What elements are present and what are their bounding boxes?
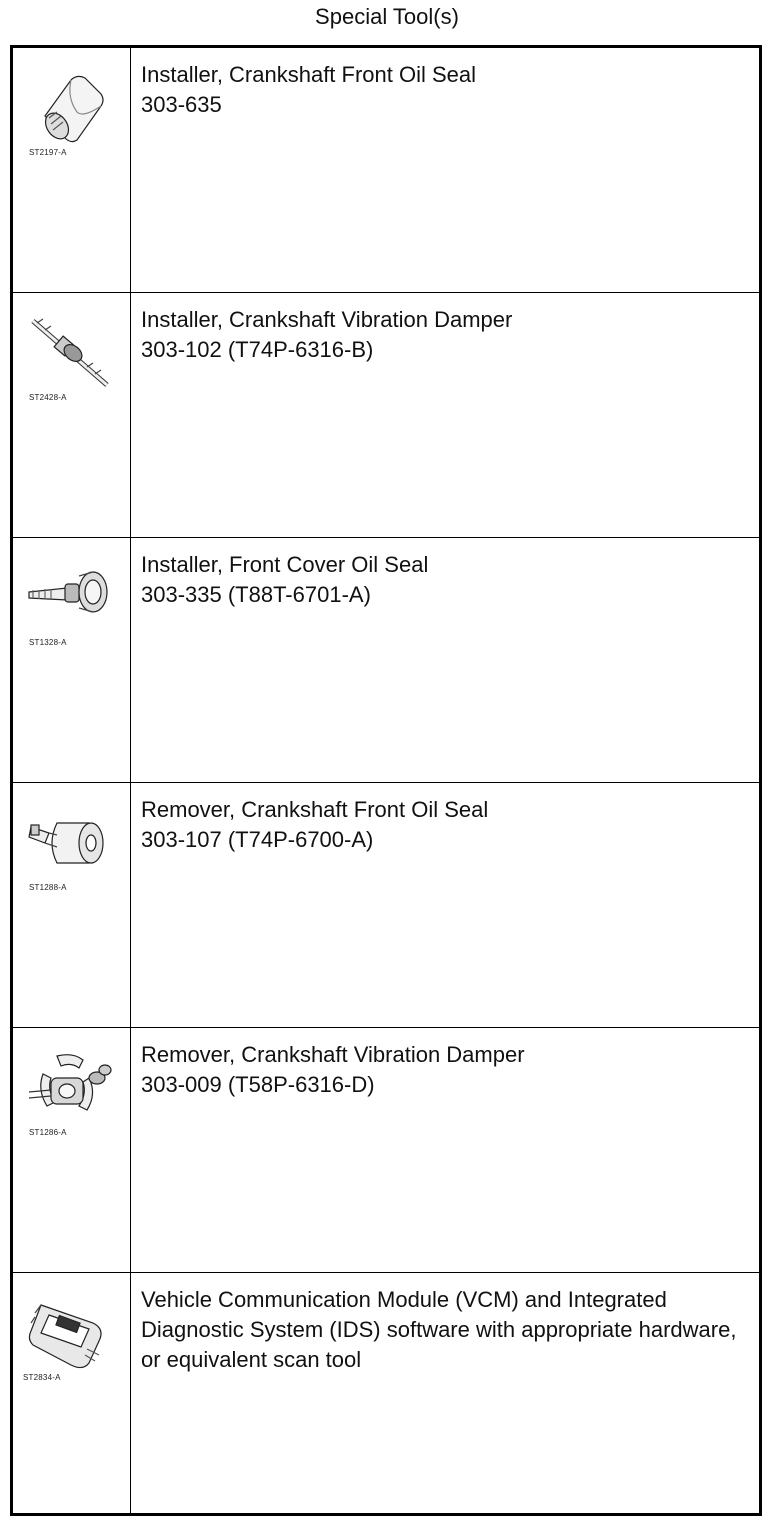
tool-image-cell: [13, 1273, 131, 1513]
tool-number: 303-635: [141, 92, 222, 117]
tool-name: Remover, Crankshaft Vibration Damper: [141, 1042, 525, 1067]
tool-image-code: ST2834-A: [23, 1373, 61, 1382]
tool-description-cell: [131, 1273, 759, 1513]
special-tools-table: [10, 45, 762, 1516]
tool-image-code: ST1328-A: [29, 638, 67, 647]
tool-description-cell: [131, 48, 759, 292]
tool-image-cell: [13, 783, 131, 1027]
tool-image-code: ST2428-A: [29, 393, 67, 402]
tool-number: 303-107 (T74P-6700-A): [141, 827, 374, 852]
tool-row: [13, 783, 759, 1028]
tool-image-code: ST1288-A: [29, 883, 67, 892]
tool-name: Installer, Crankshaft Vibration Damper: [141, 307, 513, 332]
tool-row: [13, 48, 759, 293]
tool-description-cell: [131, 783, 759, 1027]
tool-description-cell: [131, 538, 759, 782]
tool-row: [13, 1028, 759, 1273]
seal-installer-icon: [27, 68, 117, 148]
tool-name: Installer, Front Cover Oil Seal: [141, 552, 429, 577]
tool-number: 303-102 (T74P-6316-B): [141, 337, 374, 362]
tool-name: Remover, Crankshaft Front Oil Seal: [141, 797, 489, 822]
tool-image-cell: [13, 1028, 131, 1272]
tool-number: 303-335 (T88T-6701-A): [141, 582, 371, 607]
tool-image-code: ST1286-A: [29, 1128, 67, 1137]
tool-description-cell: [131, 1028, 759, 1272]
vcm-module-icon: [27, 1293, 117, 1373]
tool-image-cell: [13, 538, 131, 782]
tool-row: [13, 1273, 759, 1513]
page-title: Special Tool(s): [315, 4, 459, 29]
cover-seal-installer-icon: [27, 558, 117, 638]
tool-row: [13, 538, 759, 783]
tool-description-cell: [131, 293, 759, 537]
tool-image-cell: [13, 48, 131, 292]
damper-remover-icon: [27, 1048, 117, 1128]
damper-installer-icon: [27, 313, 117, 393]
tool-image-cell: [13, 293, 131, 537]
tool-name: Installer, Crankshaft Front Oil Seal: [141, 62, 477, 87]
seal-remover-icon: [27, 803, 117, 883]
tool-name: Vehicle Communication Module (VCM) and Integrated Diagnostic System (IDS) software with appropriate hardware, or equivalent scan tool: [141, 1287, 743, 1372]
tool-row: [13, 293, 759, 538]
tool-number: 303-009 (T58P-6316-D): [141, 1072, 375, 1097]
tool-image-code: ST2197-A: [29, 148, 67, 157]
